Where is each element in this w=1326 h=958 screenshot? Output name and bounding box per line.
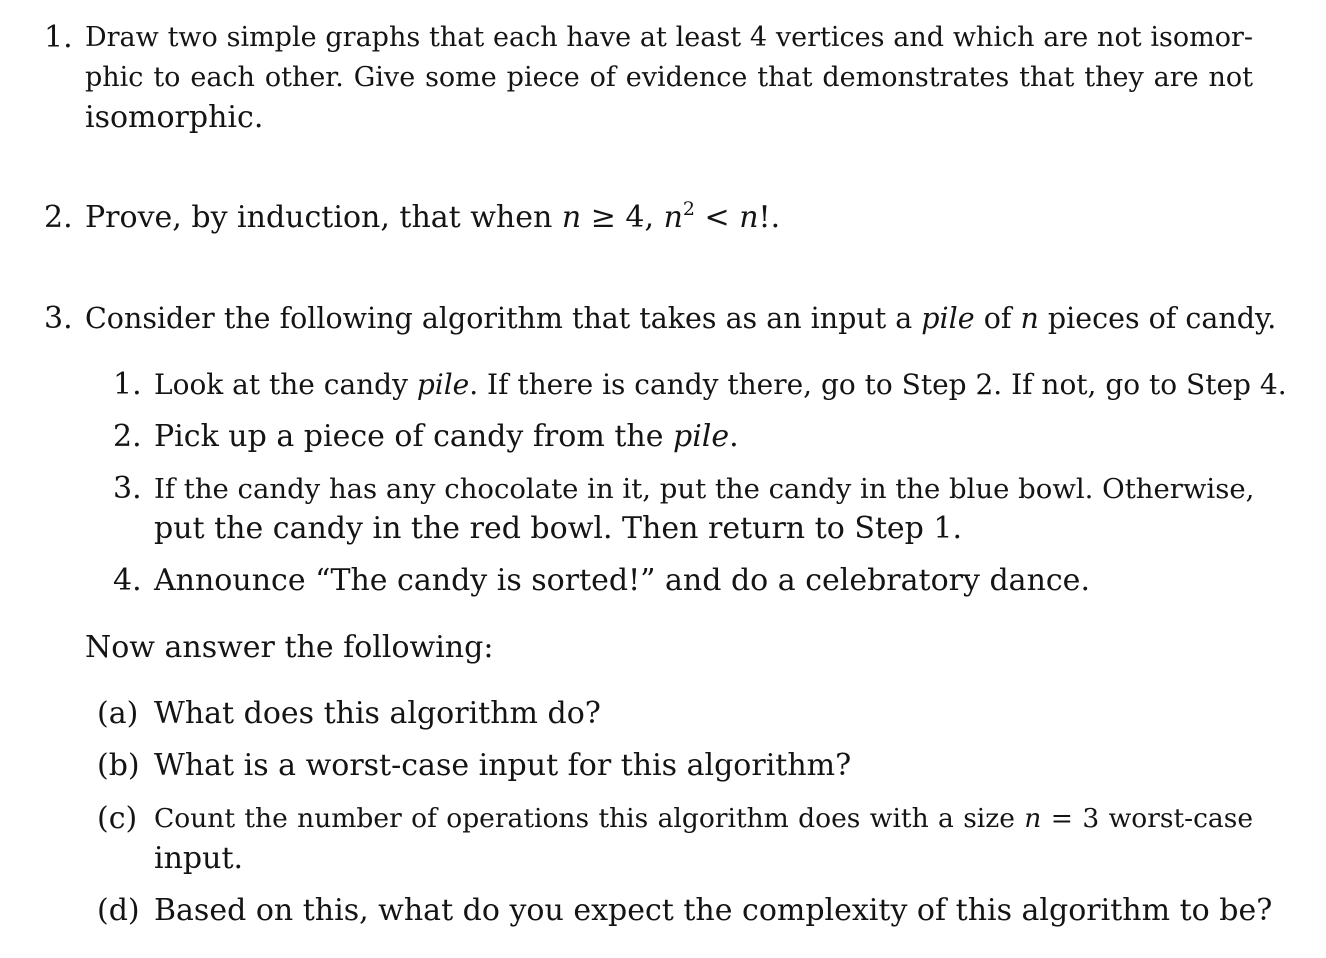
- problem-3-intro-after: pieces of candy.: [1038, 302, 1277, 335]
- question-d-text: Based on this, what do you expect the complexity of this algorithm to be?: [154, 893, 1273, 928]
- step-2-after: .: [729, 419, 739, 454]
- problem-3-intro-before: Consider the following algorithm that takes as an input a: [85, 302, 922, 335]
- step-1-number: 1.: [113, 367, 142, 402]
- question-a-label: (a): [97, 696, 139, 731]
- step-1-italic: pile: [416, 368, 470, 401]
- step-3-line-2: put the candy in the red bowl. Then return to Step 1.: [154, 511, 963, 546]
- question-b-label: (b): [97, 748, 140, 783]
- question-c-line-2: input.: [154, 841, 244, 876]
- step-3-number: 3.: [113, 471, 142, 506]
- question-c-label: (c): [97, 801, 138, 836]
- question-b-text: What is a worst-case input for this algorithm?: [154, 748, 852, 783]
- step-2-text: [154, 419, 1290, 455]
- problem-3-number: 3.: [44, 301, 73, 336]
- problem-3-intro-n: n: [1020, 302, 1039, 335]
- step-3-line-1: If the candy has any chocolate in it, put the candy in the blue bowl. Otherwise,: [154, 473, 1255, 505]
- problem-2-statement: [85, 200, 1290, 236]
- problem-3-intro-pile: pile: [921, 302, 975, 335]
- step-4-text: Announce “The candy is sorted!” and do a celebratory dance.: [154, 563, 1090, 598]
- problem-2-math-n: n: [561, 200, 582, 235]
- problem-1-line-3: isomorphic.: [85, 100, 264, 135]
- question-c-line-1: [154, 801, 1253, 837]
- step-4-number: 4.: [113, 563, 142, 598]
- question-c-before: Count the number of operations this algorithm does with a size: [154, 803, 1025, 834]
- step-1-after: . If there is candy there, go to Step 2. If not, go to Step 4.: [469, 368, 1287, 401]
- step-2-italic: pile: [672, 419, 730, 454]
- problem-2-text-after: !.: [758, 200, 781, 235]
- question-c-n: n: [1024, 803, 1042, 834]
- question-a-text: What does this algorithm do?: [154, 696, 601, 731]
- problem-2-math-nfact: n: [739, 200, 759, 235]
- problem-2-text-before: Prove, by induction, that when: [85, 200, 562, 235]
- problem-3-intro-mid: of: [974, 302, 1021, 335]
- problem-2-math-n2: n: [663, 200, 683, 235]
- now-answer-heading: Now answer the following:: [85, 630, 494, 665]
- problem-2-number: 2.: [44, 200, 73, 235]
- problem-1-line-2: phic to each other. Give some piece of evidence that demonstrates that they are not: [85, 62, 1253, 93]
- step-1-before: Look at the candy: [154, 368, 417, 401]
- problem-1-number: 1.: [44, 20, 73, 55]
- step-2-before: Pick up a piece of candy from the: [154, 419, 673, 454]
- problem-2-math-exponent: 2: [682, 198, 695, 220]
- question-c-after: = 3 worst-case: [1041, 803, 1254, 834]
- question-d-label: (d): [97, 893, 140, 928]
- problem-3-intro: [85, 301, 1290, 337]
- problem-1-line-1: Draw two simple graphs that each have at least 4 vertices and which are not isomor-: [85, 22, 1253, 53]
- step-2-number: 2.: [113, 419, 142, 454]
- step-1-text: [154, 367, 1290, 403]
- problem-2-math-ge: ≥ 4,: [581, 200, 664, 235]
- problem-2-math-lt: <: [695, 200, 740, 235]
